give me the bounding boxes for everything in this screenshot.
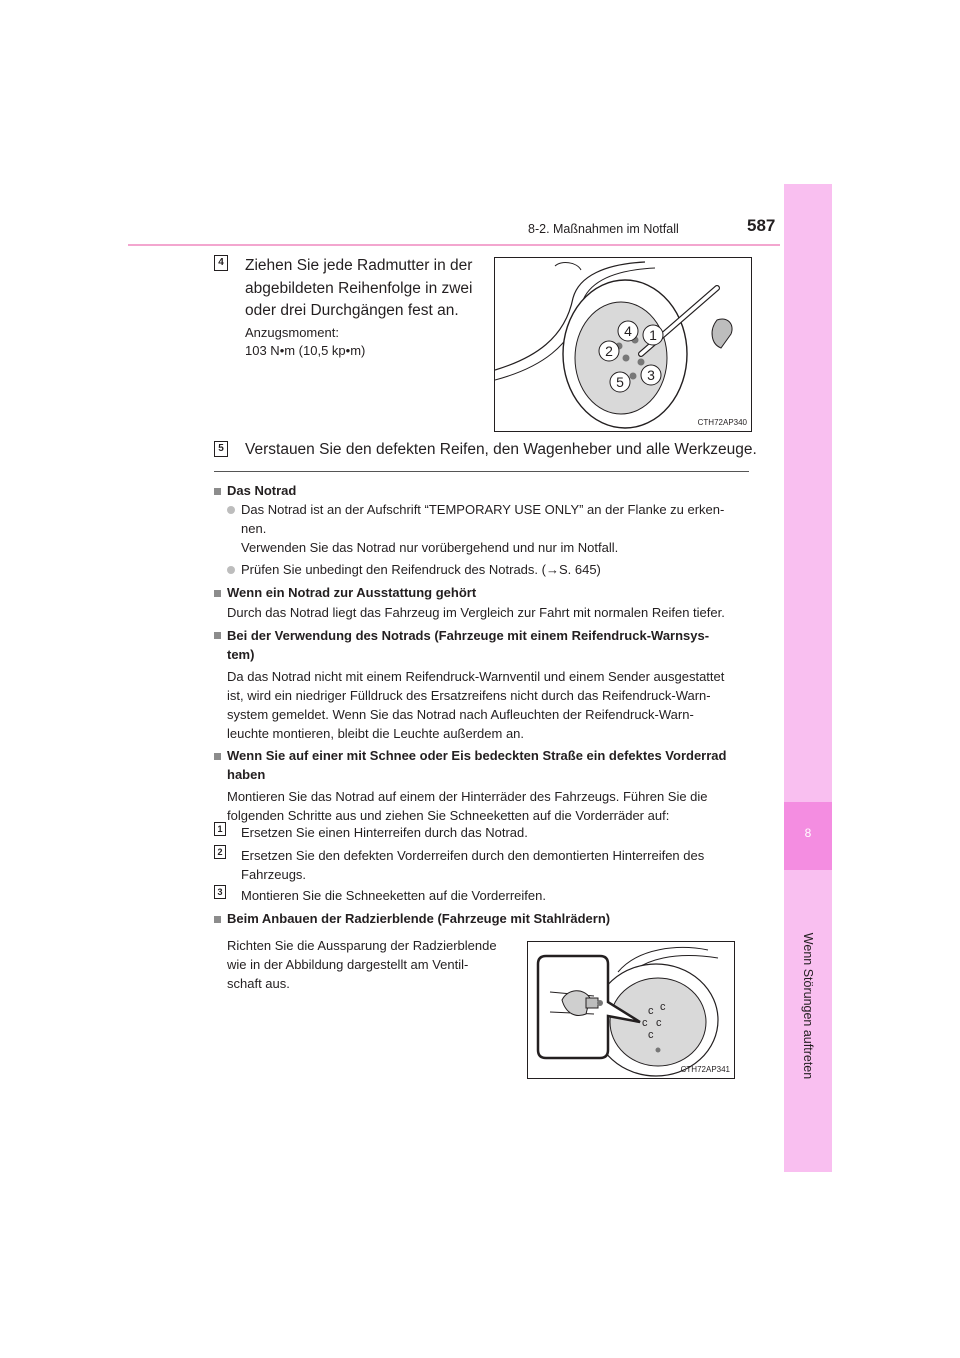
spare-bullet-1-line-1: Das Notrad ist an der Aufschrift “TEMPORARY USE ONLY” an der Flanke zu erken- <box>241 502 725 517</box>
spare-bullet-1-line-2: nen. <box>241 521 267 536</box>
section-divider <box>214 471 749 472</box>
tpms-heading-line-1: Bei der Verwendung des Notrads (Fahrzeuge mit einem Reifendruck-Warnsys- <box>227 628 710 643</box>
snow-heading-line-1: Wenn Sie auf einer mit Schnee oder Eis bedeckten Straße ein defektes Vorderrad <box>227 748 727 763</box>
snow-heading-line-2: haben <box>227 767 266 782</box>
equipment-text: Durch das Notrad liegt das Fahrzeug im Vergleich zur Fahrt mit normalen Reifen tiefer. <box>227 605 725 620</box>
heading-marker-icon <box>214 753 221 760</box>
snow-step-2-line-2: Fahrzeugs. <box>241 867 307 882</box>
tpms-line-1: Da das Notrad nicht mit einem Reifendruck-Warnventil und einem Sender ausgestattet <box>227 669 725 684</box>
snow-step-3-marker: 3 <box>214 885 226 899</box>
step-4-marker: 4 <box>214 255 228 271</box>
equipment-heading: Wenn ein Notrad zur Ausstattung gehört <box>227 585 477 600</box>
page-number: 587 <box>747 216 776 235</box>
bullet-dot-icon <box>227 566 235 574</box>
step-5-marker: 5 <box>214 441 228 457</box>
spare-heading: Das Notrad <box>227 483 297 498</box>
nut-label-5 <box>610 372 630 392</box>
spare-bullet-2: Prüfen Sie unbedingt den Reifendruck des Notrads. (→S. 645) <box>241 562 601 577</box>
heading-marker-icon <box>214 632 221 639</box>
wheelcap-line-3: schaft aus. <box>227 976 290 991</box>
svg-text:c: c <box>642 1017 648 1029</box>
nut-label-3-text: 3 <box>647 367 655 383</box>
bullet-dot-icon <box>227 506 235 514</box>
nut-label-1 <box>643 325 663 345</box>
torque-label: Anzugsmoment: <box>245 325 339 340</box>
nut-label-2 <box>599 341 619 361</box>
wheelcap-heading: Beim Anbauen der Radzierblende (Fahrzeuge mit Stahlrädern) <box>227 911 611 926</box>
svg-text:c: c <box>656 1017 662 1029</box>
figure-wheel-nut-order <box>494 257 752 432</box>
wheelcap-line-2: wie in der Abbildung dargestellt am Ventil- <box>227 957 469 972</box>
wheel-nut-illustration <box>495 258 751 431</box>
nut-label-2-text: 2 <box>605 343 613 359</box>
figure-wheel-cap-alignment <box>527 941 735 1079</box>
svg-text:c: c <box>648 1029 654 1041</box>
wheel-cap-illustration <box>528 942 734 1078</box>
wheelcap-line-1: Richten Sie die Aussparung der Radzierblende <box>227 938 497 953</box>
side-tab-number-text: 8 <box>804 826 812 840</box>
nut-label-1-text: 1 <box>649 327 657 343</box>
svg-text:c: c <box>660 1001 666 1013</box>
figure-code-1: CTH72AP340 <box>697 418 747 427</box>
snow-line-1: Montieren Sie das Notrad auf einem der Hinterräder des Fahrzeugs. Führen Sie die <box>227 789 708 804</box>
step-5-text: Verstauen Sie den defekten Reifen, den Wagenheber und alle Werkzeuge. <box>245 441 757 458</box>
snow-line-2: folgenden Schritte aus und ziehen Sie Schneeketten auf die Vorderräder auf: <box>227 808 670 823</box>
snow-step-2-marker: 2 <box>214 845 226 859</box>
heading-marker-icon <box>214 916 221 923</box>
snow-step-2-line-1: Ersetzen Sie den defekten Vorderreifen durch den demontierten Hinterreifen des <box>241 848 705 863</box>
tpms-heading-line-2: tem) <box>227 647 255 662</box>
heading-marker-icon <box>214 488 221 495</box>
torque-value: 103 N•m (10,5 kp•m) <box>245 343 366 358</box>
side-tab-number <box>784 802 832 870</box>
spare-bullet-1-line-3: Verwenden Sie das Notrad nur vorübergehend und nur im Notfall. <box>241 540 619 555</box>
svg-text:c: c <box>648 1005 654 1017</box>
tpms-line-4: leuchte montieren, bleibt die Leuchte außerdem an. <box>227 726 525 741</box>
nut-label-3 <box>641 365 661 385</box>
nut-label-4-text: 4 <box>624 323 632 339</box>
header-rule <box>128 244 780 246</box>
tpms-line-2: ist, wird ein niedriger Fülldruck des Ersatzreifens nicht durch das Reifendruck-Warn- <box>227 688 711 703</box>
nut-label-5-text: 5 <box>616 374 624 390</box>
heading-marker-icon <box>214 590 221 597</box>
nut-label-4 <box>618 321 638 341</box>
chapter-title: 8-2. Maßnahmen im Notfall <box>528 222 679 236</box>
snow-step-1-text: Ersetzen Sie einen Hinterreifen durch das Notrad. <box>241 825 528 840</box>
snow-step-3-text: Montieren Sie die Schneeketten auf die Vorderreifen. <box>241 888 546 903</box>
step-4-text: Ziehen Sie jede Radmutter in der abgebildeten Reihenfolge in zwei oder drei Durchgängen fest an. <box>245 257 473 319</box>
snow-step-1-marker: 1 <box>214 822 226 836</box>
tpms-line-3: system gemeldet. Wenn Sie das Notrad nach Aufleuchten der Reifendruck-Warn- <box>227 707 694 722</box>
side-tab-title: Wenn Störungen auftreten <box>801 932 815 1080</box>
figure-code-2: CTH72AP341 <box>680 1065 730 1074</box>
